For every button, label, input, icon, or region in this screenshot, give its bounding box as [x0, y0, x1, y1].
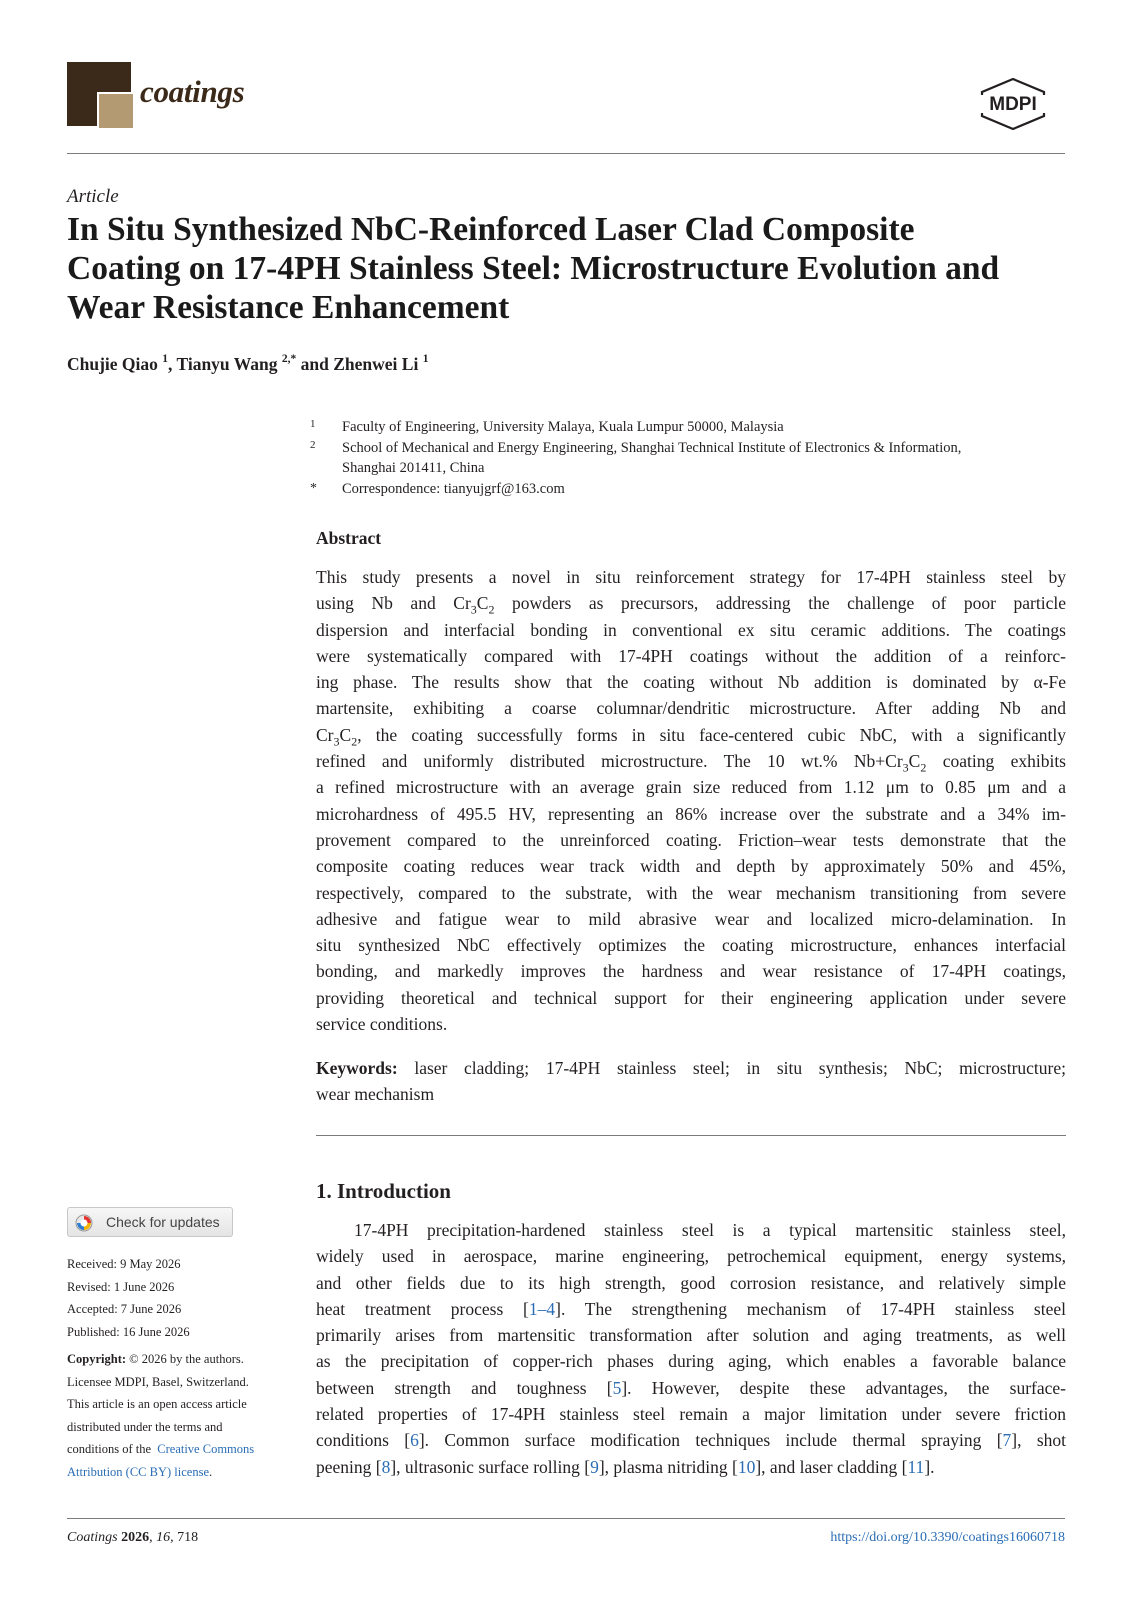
introduction-text: ]. However, despite these advantages, the surface-	[621, 1377, 1066, 1398]
publication-dates	[67, 1253, 190, 1343]
introduction-text: peening [	[316, 1456, 382, 1477]
introduction-line	[316, 1243, 1066, 1269]
introduction-text: ]. Common surface modification techniques include thermal spraying [	[418, 1430, 1003, 1451]
abstract-line: using Nb and $Cr_3C_2$ powders as precursors, addressing the challenge of poor particle	[316, 593, 1067, 617]
title-line: Coating on 17-4PH Stainless Steel: Microstructure Evolution and	[67, 250, 1000, 287]
author-name[interactable]: Tianyu Wang	[176, 354, 278, 374]
abstract-line: providing theoretical and technical support for their engineering application under severe	[316, 987, 1066, 1008]
introduction-text: heat treatment process [	[316, 1298, 529, 1319]
abstract-line: respectively, compared to the substrate, with the wear mechanism transitioning from severe	[316, 882, 1066, 903]
affiliation-item	[310, 417, 1070, 438]
article-title	[67, 210, 1067, 327]
citation-link[interactable]: 7	[1002, 1430, 1012, 1451]
keywords-text: wear mechanism	[316, 1084, 435, 1105]
license-link[interactable]: Creative Commons	[157, 1442, 255, 1456]
copyright-notice	[67, 1348, 297, 1483]
journal-name: coatings	[140, 74, 245, 109]
citation-link[interactable]: 11	[907, 1456, 925, 1477]
citation-link[interactable]: 6	[410, 1430, 419, 1451]
introduction-line	[316, 1270, 1066, 1296]
affiliation-item	[310, 438, 1070, 479]
title-line: Wear Resistance Enhancement	[67, 289, 510, 326]
check-updates-label: Check for updates	[106, 1214, 220, 1230]
introduction-text: ], ultrasonic surface rolling [	[390, 1456, 591, 1477]
abstract-line: This study presents a novel in situ reinforcement strategy for 17-4PH stainless steel by	[316, 567, 1066, 587]
introduction-text: conditions [	[316, 1430, 411, 1451]
introduction-text: 17-4PH precipitation-hardened stainless steel is a typical martensitic stainless steel,	[354, 1220, 1066, 1240]
copyright-text: This article is an open access article	[67, 1397, 247, 1411]
introduction-line	[316, 1454, 1066, 1480]
introduction-text: ], shot	[1011, 1430, 1066, 1451]
mdpi-logo	[978, 78, 1048, 130]
introduction-text: between strength and toughness [	[316, 1377, 613, 1398]
affiliation-text: School of Mechanical and Energy Engineering, Shanghai Technical Institute of Electronics & Information,	[342, 439, 962, 456]
introduction-text: ], plasma nitriding [	[598, 1456, 738, 1477]
author-affiliation-mark: 2,*	[281, 353, 297, 366]
check-updates-icon	[75, 1214, 93, 1232]
footer-citation: Coatings 2026, 16, 718	[67, 1530, 199, 1545]
introduction-line	[316, 1217, 1066, 1243]
doi-link[interactable]: https://doi.org/10.3390/coatings16060718	[830, 1530, 1065, 1545]
date-revised: Revised: 1 June 2026	[67, 1279, 175, 1294]
keywords	[316, 1055, 1066, 1108]
abstract-line: composite coating reduces wear track width and depth by approximately 50% and 45%,	[316, 856, 1066, 877]
abstract-line: martensite, exhibiting a coarse columnar/dendritic microstructure. After adding Nb and	[316, 698, 1066, 719]
keywords-text: laser cladding; 17-4PH stainless steel; in situ synthesis; NbC; microstructure;	[397, 1058, 1066, 1078]
citation-link[interactable]: 10	[737, 1456, 756, 1477]
author-list	[67, 354, 428, 375]
affiliation-mark: 1	[310, 418, 316, 430]
author-affiliation-mark: 1	[422, 353, 429, 366]
abstract-line: situ synthesized NbC effectively optimizes the coating microstructure, enhances interfacial	[316, 935, 1066, 956]
introduction-text: as the precipitation of copper-rich phases during aging, which enables a favorable balance	[316, 1351, 1066, 1372]
introduction-text: ], and laser cladding [	[755, 1456, 908, 1477]
copyright-label: Copyright:	[67, 1352, 127, 1366]
citation-link[interactable]: 1–4	[528, 1298, 556, 1319]
introduction-body	[316, 1217, 1066, 1480]
citation-link[interactable]: 9	[590, 1456, 599, 1477]
introduction-text: widely used in aerospace, marine engineering, petrochemical equipment, energy systems,	[316, 1246, 1066, 1267]
footer-volume: 16	[156, 1530, 171, 1545]
introduction-text: primarily arises from martensitic transformation after solution and aging treatments, as well	[316, 1325, 1066, 1346]
introduction-text: ].	[924, 1456, 935, 1477]
abstract-divider	[316, 1135, 1066, 1136]
affiliation-mark: 2	[310, 438, 316, 451]
abstract-line: were systematically compared with 17-4PH coatings without the addition of a reinforc-	[316, 645, 1066, 666]
license-link[interactable]: Attribution (CC BY) license	[67, 1464, 209, 1479]
citation-link[interactable]: 8	[381, 1456, 391, 1477]
introduction-line	[316, 1296, 1066, 1322]
introduction-text: ]. The strengthening mechanism of 17-4PH stainless steel	[555, 1298, 1066, 1319]
author-affiliation-mark: 1	[162, 353, 169, 366]
article-type: Article	[67, 186, 119, 207]
introduction-line	[316, 1322, 1066, 1348]
abstract-line: a refined microstructure with an average grain size reduced from 1.12 μm to 0.85 μm and a	[316, 777, 1066, 798]
publisher-name: MDPI	[989, 94, 1037, 115]
copyright-text: conditions of the	[67, 1442, 155, 1456]
date-published: Published: 16 June 2026	[67, 1324, 190, 1339]
title-line: In Situ Synthesized NbC-Reinforced Laser Clad Composite	[67, 211, 915, 248]
abstract-line: microhardness of 495.5 HV, representing an 86% increase over the substrate and a 34% im-	[316, 803, 1066, 824]
introduction-line	[316, 1401, 1066, 1427]
copyright-text: .	[209, 1464, 213, 1479]
author-separator: ,	[168, 354, 177, 374]
footer-article-number: 718	[177, 1530, 199, 1545]
date-received: Received: 9 May 2026	[67, 1257, 181, 1271]
footer-divider	[67, 1518, 1065, 1519]
abstract-body	[316, 564, 1066, 1037]
author-name[interactable]: Zhenwei Li	[333, 354, 419, 374]
author-name[interactable]: Chujie Qiao	[67, 354, 158, 374]
abstract-line: adhesive and fatigue wear to mild abrasive wear and localized micro-delamination. In	[316, 908, 1066, 929]
abstract-heading: Abstract	[316, 528, 382, 548]
abstract-line: service conditions.	[316, 1014, 448, 1035]
section-heading-introduction: 1. Introduction	[316, 1179, 451, 1203]
introduction-line	[316, 1375, 1066, 1401]
journal-logo-mark	[67, 62, 131, 126]
introduction-line	[316, 1348, 1066, 1374]
footer-year: 2026	[121, 1530, 150, 1545]
keywords-label: Keywords:	[316, 1058, 398, 1078]
affiliation-text: Shanghai 201411, China	[342, 460, 485, 476]
introduction-text: related properties of 17-4PH stainless steel remain a major limitation under severe friction	[316, 1404, 1066, 1425]
copyright-text: Licensee MDPI, Basel, Switzerland.	[67, 1374, 249, 1389]
affiliations	[310, 417, 1070, 499]
abstract-line: ing phase. The results show that the coating without Nb addition is dominated by α-Fe	[316, 672, 1066, 693]
header-divider	[67, 153, 1065, 154]
abstract-line: bonding, and markedly improves the hardness and wear resistance of 17-4PH coatings,	[316, 961, 1066, 982]
correspondence-text[interactable]: Correspondence: tianyujgrf@163.com	[342, 480, 565, 497]
date-accepted: Accepted: 7 June 2026	[67, 1302, 182, 1316]
affiliation-text: Faculty of Engineering, University Malaya, Kuala Lumpur 50000, Malaysia	[342, 419, 784, 435]
abstract-line: $Cr_3C_2$, the coating successfully forms in situ face-centered cubic NbC, with a significantly	[316, 724, 1066, 749]
check-for-updates-button[interactable]	[67, 1207, 233, 1237]
introduction-line	[316, 1427, 1066, 1453]
abstract-line: dispersion and interfacial bonding in conventional ex situ ceramic additions. The coatings	[316, 619, 1066, 640]
introduction-text: and other fields due to its high strength, good corrosion resistance, and relatively simple	[316, 1272, 1066, 1293]
author-separator: and	[296, 354, 334, 374]
copyright-text: distributed under the terms and	[67, 1419, 223, 1434]
footer-journal: Coatings	[67, 1530, 118, 1545]
abstract-line: refined and uniformly distributed microstructure. The 10 wt.% $Nb+Cr_3C_2$ coating exhibits	[316, 751, 1066, 775]
copyright-text: © 2026 by the authors.	[126, 1352, 244, 1366]
correspondence-mark: *	[310, 480, 317, 496]
affiliation-item	[310, 479, 1070, 500]
abstract-line: provement compared to the unreinforced coating. Friction–wear tests demonstrate that the	[316, 829, 1066, 850]
citation-link[interactable]: 5	[612, 1377, 622, 1398]
